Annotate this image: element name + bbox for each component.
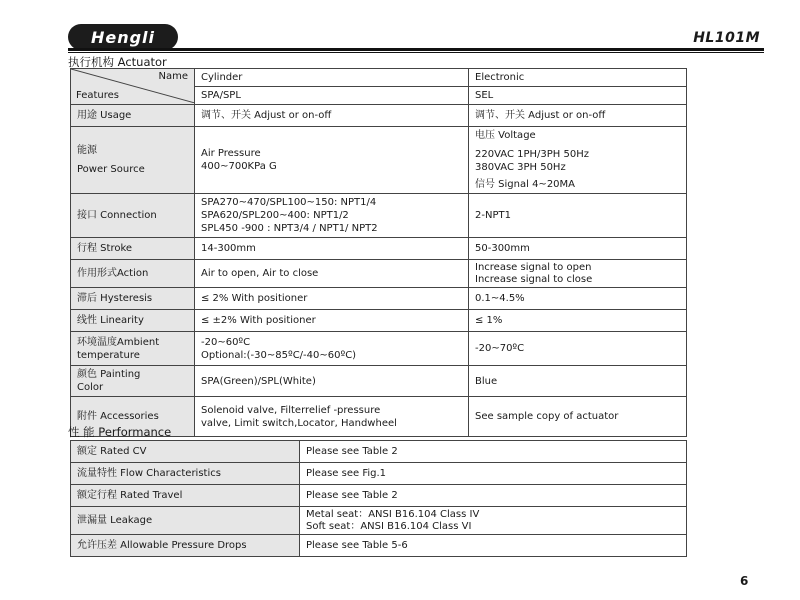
ambient-temperature-cylinder (195, 332, 469, 366)
connection-line-1: SPA270~470/SPL100~150: NPT1/4 (201, 197, 377, 208)
painting-color-electronic: Blue (469, 366, 687, 397)
page-number: 6 (740, 574, 749, 588)
electronic-header-cell (469, 69, 687, 105)
table-row (71, 127, 687, 194)
power-source-cylinder (195, 127, 469, 194)
flow-characteristics-label: 流量特性 Flow Characteristics (71, 463, 300, 485)
cylinder-power-line-1: Air Pressure (201, 148, 261, 159)
usage-electronic: 调节、开关 Adjust or on-off (469, 105, 687, 127)
hengli-logo (68, 24, 178, 50)
leakage-value (300, 507, 687, 535)
table-row (71, 463, 687, 485)
electronic-power-line-4: 信号 Signal 4~20MA (475, 179, 576, 190)
table-header-row (71, 69, 687, 105)
power-source-electronic (469, 127, 687, 194)
stroke-cylinder: 14-300mm (195, 238, 469, 260)
table-row (71, 238, 687, 260)
action-cylinder: Air to open, Air to close (195, 260, 469, 288)
header-rule-thin (68, 52, 764, 53)
table-row (71, 194, 687, 238)
accessories-line-2: valve, Limit switch,Locator, Handwheel (201, 417, 397, 429)
table-row (71, 441, 687, 463)
flow-characteristics-value: Please see Fig.1 (300, 463, 687, 485)
cylinder-power-line-2: 400~700KPa G (201, 161, 277, 172)
linearity-electronic: ≤ 1% (469, 310, 687, 332)
action-electronic (469, 260, 687, 288)
logo-text: Hengli (90, 27, 156, 47)
leakage-metal-seat: Metal seat：ANSI B16.104 Class IV (306, 509, 480, 520)
ambient-cylinder-line-2: Optional:(-30~85ºC/-40~60ºC) (201, 349, 357, 361)
accessories-line-1: Solenoid valve, Filterrelief -pressure (201, 404, 381, 416)
connection-label: 接口 Connection (71, 194, 195, 238)
electronic-power-line-3: 380VAC 3PH 50Hz (475, 162, 566, 173)
table-row (71, 535, 687, 557)
actuator-table (70, 68, 687, 437)
performance-table (70, 440, 687, 557)
connection-line-3: SPL450 -900 : NPT3/4 / NPT1/ NPT2 (201, 223, 378, 234)
action-label: 作用形式Action (71, 260, 195, 288)
leakage-label: 泄漏量 Leakage (71, 507, 300, 535)
table-row (71, 260, 687, 288)
allowable-pressure-drops-value: Please see Table 5-6 (300, 535, 687, 557)
action-electronic-line-1: Increase signal to open (475, 262, 592, 273)
connection-cylinder (195, 194, 469, 238)
header-rule (68, 48, 764, 51)
painting-color-label (71, 366, 195, 397)
electronic-power-line-2: 220VAC 1PH/3PH 50Hz (475, 149, 589, 160)
name-features-corner-cell (71, 69, 195, 105)
ambient-temperature-label (71, 332, 195, 366)
ambient-cylinder-line-1: -20~60ºC (201, 336, 251, 348)
cylinder-header-cell (195, 69, 469, 105)
connection-line-2: SPA620/SPL200~400: NPT1/2 (201, 210, 349, 221)
hysteresis-label: 滞后 Hysteresis (71, 288, 195, 310)
rated-travel-value: Please see Table 2 (300, 485, 687, 507)
stroke-label: 行程 Stroke (71, 238, 195, 260)
table-row (71, 507, 687, 535)
model-number: HL101M (693, 30, 760, 46)
ambient-temperature-electronic: -20~70ºC (469, 332, 687, 366)
power-source-label-en: Power Source (77, 164, 145, 175)
linearity-label: 线性 Linearity (71, 310, 195, 332)
actuator-section-title: 执行机构 Actuator (68, 55, 167, 69)
cylinder-model: SPA/SPL (201, 90, 241, 101)
connection-electronic: 2-NPT1 (469, 194, 687, 238)
accessories-cylinder (195, 397, 469, 437)
rated-cv-value: Please see Table 2 (300, 441, 687, 463)
performance-section-title: 性 能 Performance (68, 425, 172, 439)
linearity-cylinder: ≤ ±2% With positioner (195, 310, 469, 332)
usage-cylinder: 调节、开关 Adjust or on-off (195, 105, 469, 127)
hysteresis-cylinder: ≤ 2% With positioner (195, 288, 469, 310)
rated-cv-label: 额定 Rated CV (71, 441, 300, 463)
table-row (71, 310, 687, 332)
rated-travel-label: 额定行程 Rated Travel (71, 485, 300, 507)
painting-color-cylinder: SPA(Green)/SPL(White) (195, 366, 469, 397)
power-source-label (71, 127, 195, 194)
electronic-model: SEL (475, 90, 494, 101)
ambient-label-line-2: temperature (77, 349, 140, 361)
power-source-label-cn: 能源 (77, 145, 97, 156)
painting-label-line-1: 颜色 Painting (77, 369, 141, 380)
leakage-soft-seat: Soft seat：ANSI B16.104 Class VI (306, 520, 472, 532)
table-row (71, 366, 687, 397)
ambient-label-line-1: 环境温度Ambient (77, 336, 160, 348)
stroke-electronic: 50-300mm (469, 238, 687, 260)
accessories-label: 附件 Accessories (71, 397, 195, 437)
allowable-pressure-drops-label: 允许压差 Allowable Pressure Drops (71, 535, 300, 557)
painting-label-line-2: Color (77, 382, 104, 393)
action-electronic-line-2: Increase signal to close (475, 273, 593, 285)
electronic-column-header: Electronic (469, 69, 686, 87)
cylinder-column-header: Cylinder (195, 69, 468, 87)
table-row (71, 332, 687, 366)
usage-label: 用途 Usage (71, 105, 195, 127)
hysteresis-electronic: 0.1~4.5% (469, 288, 687, 310)
corner-features-label: Features (76, 90, 119, 101)
table-row (71, 105, 687, 127)
table-row (71, 485, 687, 507)
accessories-electronic: See sample copy of actuator (469, 397, 687, 437)
corner-name-label: Name (158, 71, 188, 82)
table-row (71, 288, 687, 310)
electronic-power-line-1: 电压 Voltage (475, 130, 536, 141)
